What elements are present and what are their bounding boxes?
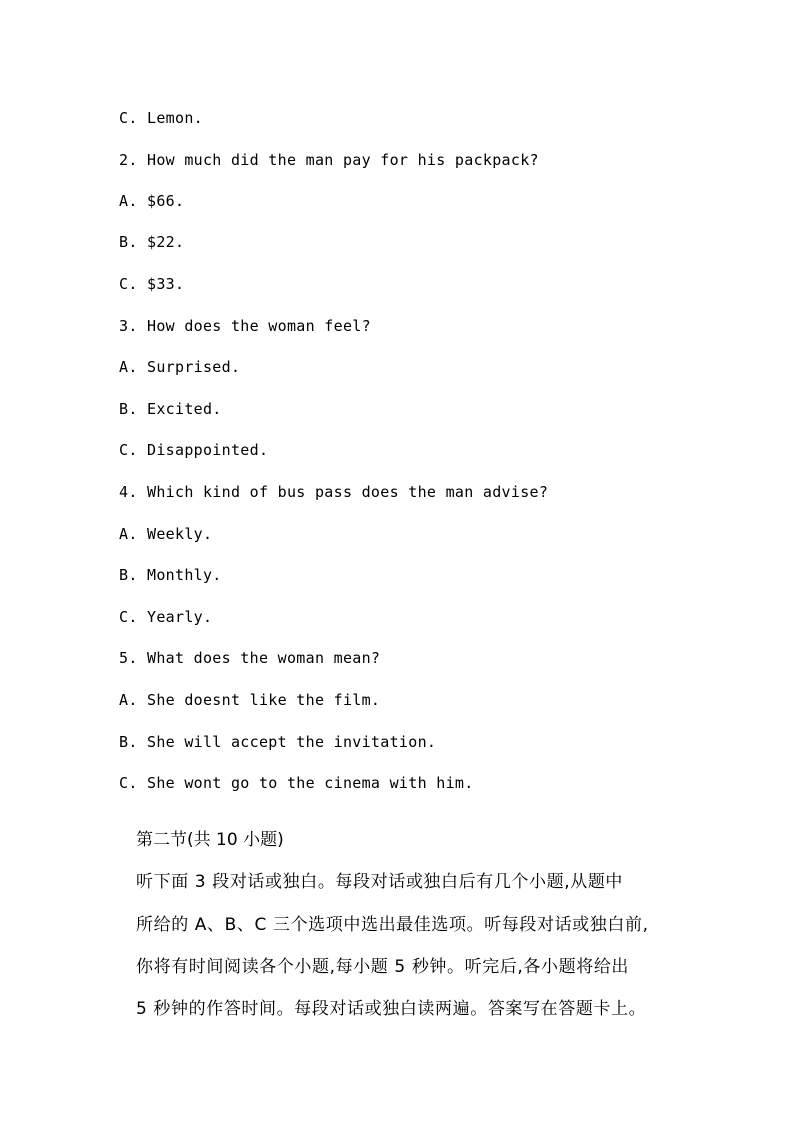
option-a-q2: A. $66. [119,192,185,210]
instruction-line-4: 5 秒钟的作答时间。每段对话或独白读两遍。答案写在答题卡上。 [136,999,647,1019]
instruction-line-2: 所给的 A、B、C 三个选项中选出最佳选项。听每段对话或独白前, [136,915,649,935]
option-c-q2: C. $33. [119,275,185,293]
question-2: 2. How much did the man pay for his packpack? [119,151,539,169]
option-a-q5: A. She doesnt like the film. [119,691,381,709]
option-a-q3: A. Surprised. [119,358,241,376]
option-c-q3: C. Disappointed. [119,441,269,459]
question-5: 5. What does the woman mean? [119,649,381,667]
option-a-q4: A. Weekly. [119,525,213,543]
option-b-q2: B. $22. [119,233,185,251]
option-c-q4: C. Yearly. [119,608,213,626]
option-b-q5: B. She will accept the invitation. [119,733,437,751]
instruction-line-1: 听下面 3 段对话或独白。每段对话或独白后有几个小题,从题中 [136,872,624,892]
option-c-q5: C. She wont go to the cinema with him. [119,774,474,792]
option-c-q1: C. Lemon. [119,109,203,127]
question-3: 3. How does the woman feel? [119,317,371,335]
question-4: 4. Which kind of bus pass does the man advise? [119,483,549,501]
section-title: 第二节(共 10 小题) [136,830,284,850]
instruction-line-3: 你将有时间阅读各个小题,每小题 5 秒钟。听完后,各小题将给出 [136,957,630,977]
option-b-q3: B. Excited. [119,400,222,418]
option-b-q4: B. Monthly. [119,566,222,584]
